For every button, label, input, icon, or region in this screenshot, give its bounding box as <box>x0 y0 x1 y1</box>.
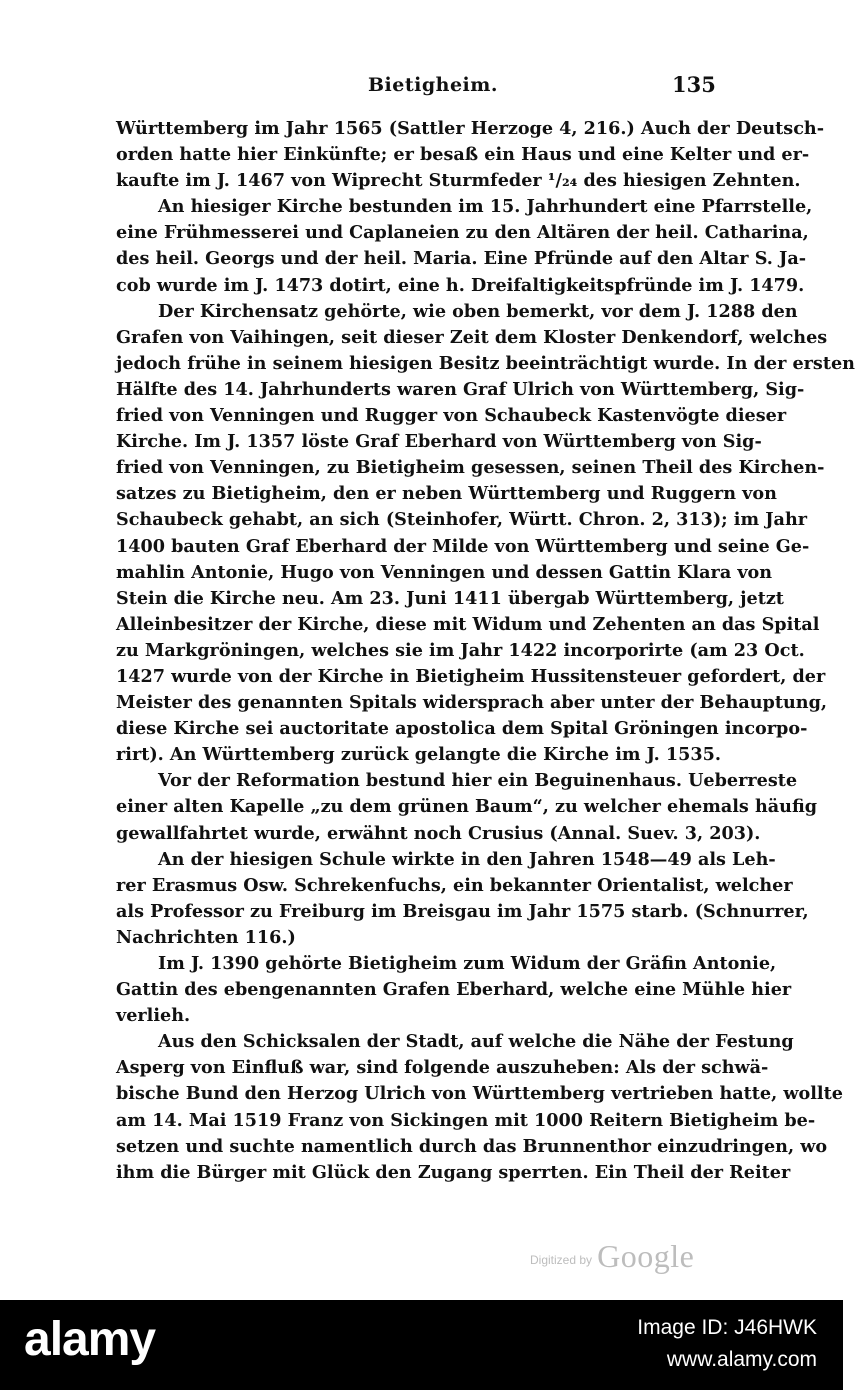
text-line: verlieh. <box>116 1005 191 1027</box>
text-line: als Professor zu Freiburg im Breisgau im Jahr 1575 starb. (Schnurrer, <box>116 900 809 922</box>
text-line: eine Frühmesserei und Caplaneien zu den Altären der heil. Catharina, <box>116 222 809 244</box>
text-line: bische Bund den Herzog Ulrich von Württemberg vertrieben hatte, wollte <box>116 1083 843 1105</box>
text-line: Asperg von Einfluß war, sind folgende auszuheben: Als der schwä- <box>116 1057 769 1079</box>
text-line: ihm die Bürger mit Glück den Zugang sperrten. Ein Theil der Reiter <box>116 1161 791 1183</box>
text-line: rirt). An Württemberg zurück gelangte die Kirche im J. 1535. <box>116 744 721 766</box>
text-line: Hälfte des 14. Jahrhunderts waren Graf Ulrich von Württemberg, Sig- <box>116 378 805 400</box>
text-line: diese Kirche sei auctoritate apostolica dem Spital Gröningen incorpo- <box>116 718 808 740</box>
text-line: Schaubeck gehabt, an sich (Steinhofer, Württ. Chron. 2, 313); im Jahr <box>116 509 808 531</box>
text-line: Aus den Schicksalen der Stadt, auf welche die Nähe der Festung <box>158 1031 794 1053</box>
text-line: Im J. 1390 gehörte Bietigheim zum Widum der Gräfin Antonie, <box>158 953 777 974</box>
text-line: des heil. Georgs und der heil. Maria. Eine Pfründe auf den Altar S. Ja- <box>116 248 807 270</box>
google-logo: Google <box>597 1238 695 1274</box>
text-line: orden hatte hier Einkünfte; er besaß ein Haus und eine Kelter und er- <box>116 144 810 166</box>
text-line: fried von Venningen, zu Bietigheim gesessen, seinen Theil des Kirchen- <box>116 457 825 479</box>
text-line: An der hiesigen Schule wirkte in den Jahren 1548—49 als Leh- <box>158 848 776 870</box>
text-line: Württemberg im Jahr 1565 (Sattler Herzoge 4, 216.) Auch der Deutsch- <box>116 118 825 139</box>
stock-footer-bar <box>0 1300 843 1390</box>
text-line: einer alten Kapelle „zu dem grünen Baum“, zu welcher ehemals häufig <box>116 796 818 818</box>
page-header <box>0 72 843 104</box>
text-line: mahlin Antonie, Hugo von Venningen und dessen Gattin Klara von <box>116 561 773 583</box>
text-line: gewallfahrtet wurde, erwähnt noch Crusius (Annal. Suev. 3, 203). <box>116 822 761 844</box>
page-number: 135 <box>672 72 716 97</box>
text-line: Meister des genannten Spitals widersprach aber unter der Behauptung, <box>116 692 828 714</box>
text-line: Der Kirchensatz gehörte, wie oben bemerkt, vor dem J. 1288 den <box>158 300 798 322</box>
text-line: Nachrichten 116.) <box>116 926 296 948</box>
text-line: Alleinbesitzer der Kirche, diese mit Widum und Zehenten an das Spital <box>116 613 820 635</box>
running-title: Bietigheim. <box>368 74 498 96</box>
text-line: fried von Venningen und Rugger von Schaubeck Kastenvögte dieser <box>116 405 787 427</box>
image-id-label: Image ID: J46HWK <box>637 1316 817 1339</box>
text-line: cob wurde im J. 1473 dotirt, eine h. Dreifaltigkeitspfründe im J. 1479. <box>116 274 805 296</box>
text-line: jedoch frühe in seinem hiesigen Besitz beeinträchtigt wurde. In der ersten <box>116 352 855 374</box>
text-line: am 14. Mai 1519 Franz von Sickingen mit 1000 Reitern Bietigheim be- <box>116 1109 816 1131</box>
body-text <box>116 116 855 1186</box>
text-line: Kirche. Im J. 1357 löste Graf Eberhard von Württemberg von Sig- <box>116 431 762 453</box>
text-line: rer Erasmus Osw. Schrekenfuchs, ein bekannter Orientalist, welcher <box>116 874 793 896</box>
text-line: An hiesiger Kirche bestunden im 15. Jahrhundert eine Pfarrstelle, <box>158 196 813 218</box>
text-line: Gattin des ebengenannten Grafen Eberhard, welche eine Mühle hier <box>116 979 792 1001</box>
text-line: 1400 bauten Graf Eberhard der Milde von Württemberg und seine Ge- <box>116 535 810 557</box>
site-url-label: www.alamy.com <box>666 1348 817 1371</box>
alamy-logo: alamy <box>24 1313 156 1366</box>
digitized-watermark <box>530 1238 694 1272</box>
text-line: zu Markgröningen, welches sie im Jahr 1422 incorporirte (am 23 Oct. <box>116 639 805 661</box>
text-line: 1427 wurde von der Kirche in Bietigheim Hussitensteuer gefordert, der <box>116 665 826 687</box>
text-line: setzen und suchte namentlich durch das Brunnenthor einzudringen, wo <box>116 1135 828 1157</box>
text-line: Vor der Reformation bestund hier ein Beguinenhaus. Ueberreste <box>158 770 798 792</box>
text-line: Stein die Kirche neu. Am 23. Juni 1411 übergab Württemberg, jetzt <box>116 587 784 609</box>
watermark-prefix: Digitized by <box>530 1253 593 1267</box>
text-line: Grafen von Vaihingen, seit dieser Zeit dem Kloster Denkendorf, welches <box>116 326 828 348</box>
text-line: kaufte im J. 1467 von Wiprecht Sturmfeder ¹/₂₄ des hiesigen Zehnten. <box>116 170 801 192</box>
text-line: satzes zu Bietigheim, den er neben Württemberg und Ruggern von <box>116 483 777 505</box>
